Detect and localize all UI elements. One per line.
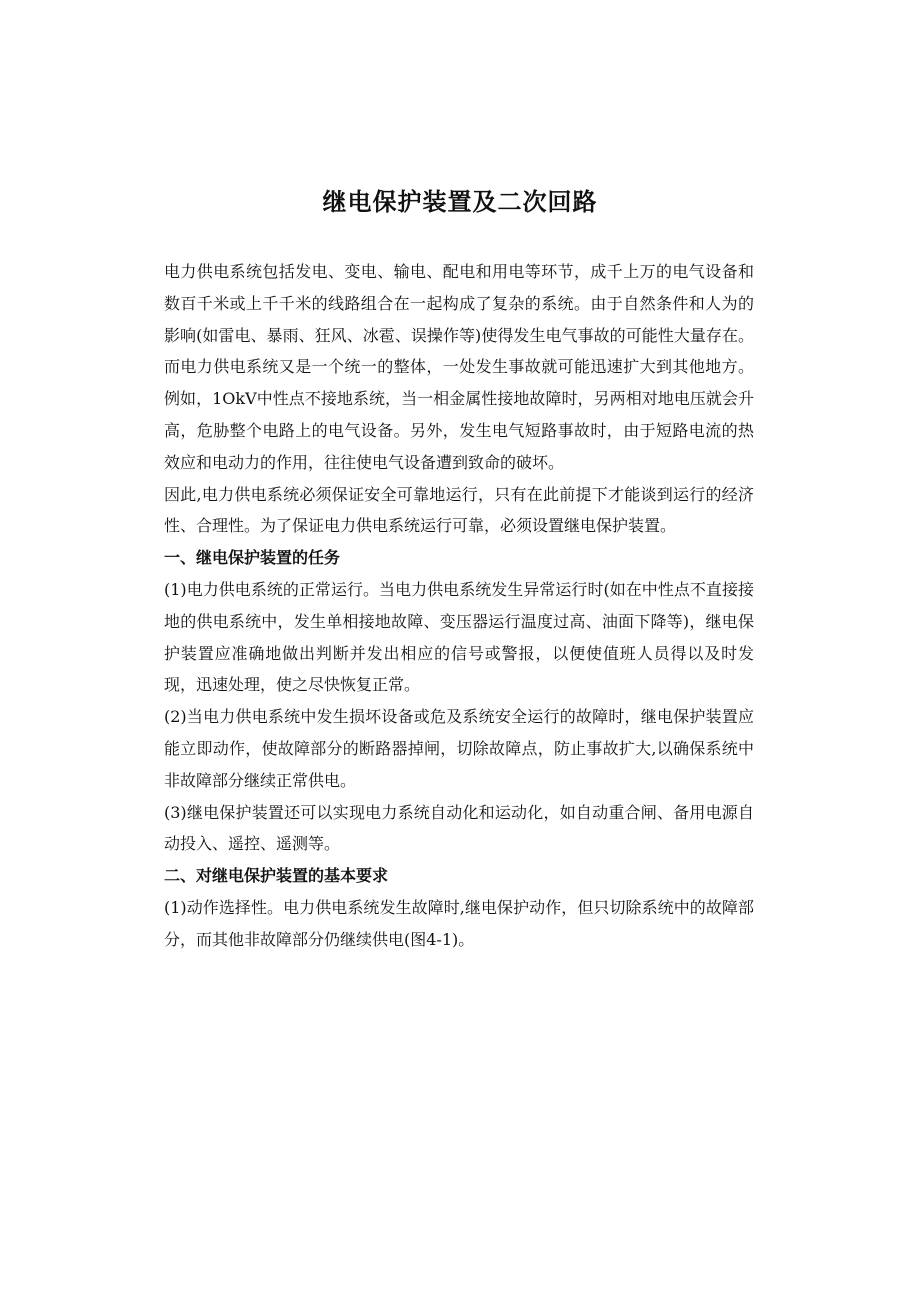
section-heading-requirements: 二、对继电保护装置的基本要求 bbox=[164, 866, 389, 886]
intro-paragraph: 电力供电系统包括发电、变电、输电、配电和用电等环节，成千上万的电气设备和数百千米或上千千米的线路组合在一起构成了复杂的系统。由于自然条件和人为的影响(如雷电、暴雨、狂风、冰雹、误操作等)使得发生电气事故的可能性大量存在。而电力供电系统又是一个统一的整体，一处发生事故就可能迅速扩大到其他地方。例如，1OkV中性点不接地系统，当一相金属性接地故障时，另两相对地电压就会升高，危胁整个电路上的电气设备。另外，发生电气短路事故时，由于短路电流的热效应和电动力的作用，往往使电气设备遭到致命的破坏。 bbox=[164, 262, 754, 472]
intro-paragraph-2: 因此,电力供电系统必须保证安全可靠地运行，只有在此前提下才能谈到运行的经济性、合理性。为了保证电力供电系统运行可靠，必须设置继电保护装置。 bbox=[164, 484, 754, 536]
section-heading-tasks: 一、继电保护装置的任务 bbox=[164, 548, 341, 568]
list-item: (3)继电保护装置还可以实现电力系统自动化和运动化，如自动重合闸、备用电源自动投入、遥控、遥测等。 bbox=[164, 802, 754, 854]
list-item: (2)当电力供电系统中发生损坏设备或危及系统安全运行的故障时，继电保护装置应能立即动作，使故障部分的断路器掉闸，切除故障点，防止事故扩大,以确保系统中非故障部分继续正常供电。 bbox=[164, 707, 754, 790]
list-item: (1)电力供电系统的正常运行。当电力供电系统发生异常运行时(如在中性点不直接接地的供电系统中，发生单相接地故障、变压器运行温度过高、油面下降等)，继电保护装置应准确地做出判断并发出相应的信号或警报，以便使值班人员得以及时发现，迅速处理，使之尽快恢复正常。 bbox=[164, 579, 754, 695]
page-title: 继电保护装置及二次回路 bbox=[322, 187, 598, 217]
list-item: (1)动作选择性。电力供电系统发生故障时,继电保护动作，但只切除系统中的故障部分，而其他非故障部分仍继续供电(图4-1)。 bbox=[164, 897, 754, 949]
document-body bbox=[164, 256, 754, 956]
